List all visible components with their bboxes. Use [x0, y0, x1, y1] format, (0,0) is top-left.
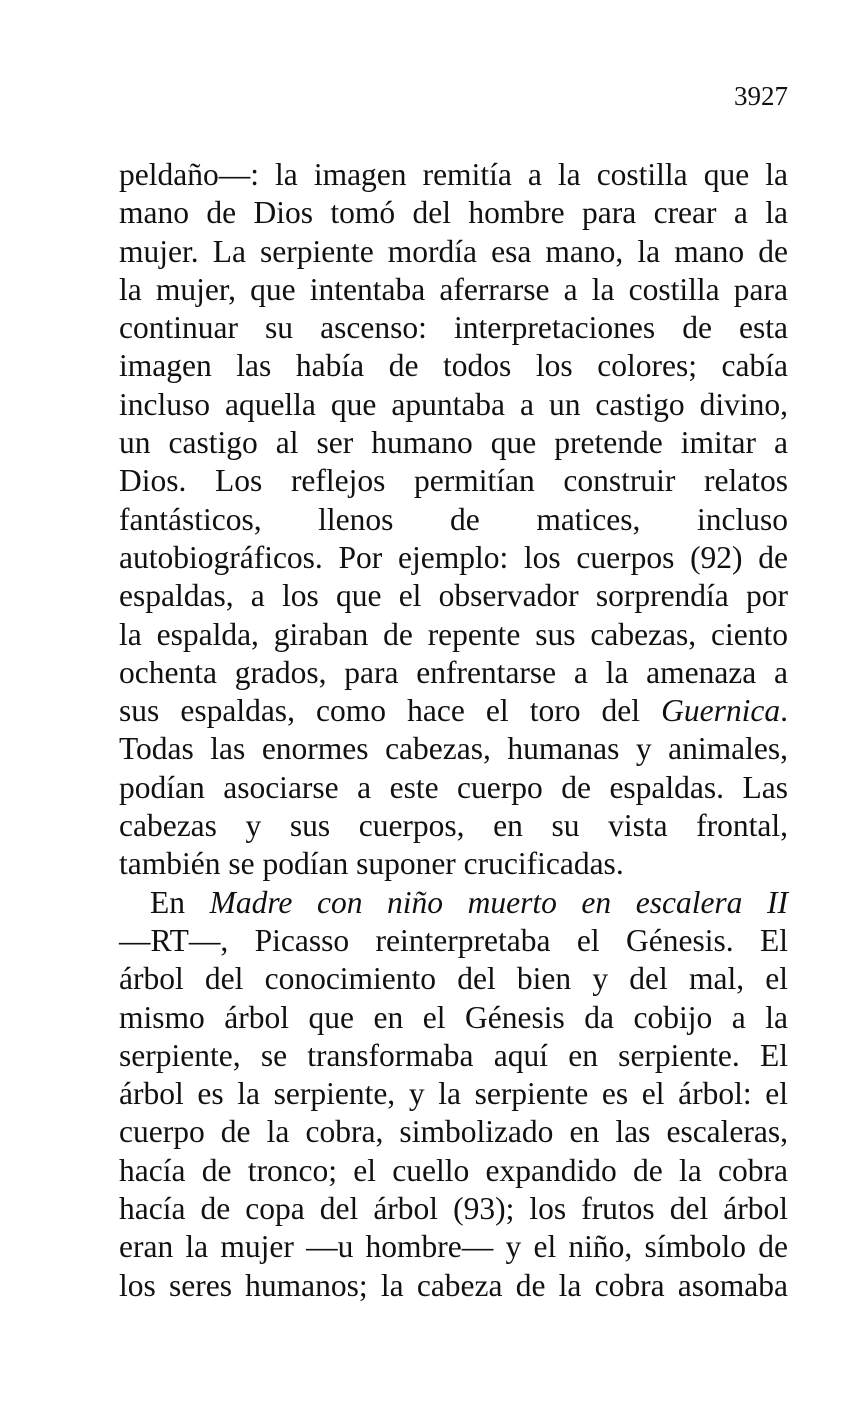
text-line: cabezas y sus cuerpos, en su vista frontal,	[119, 808, 788, 844]
paragraph	[119, 884, 788, 1305]
text-line: Todas las enormes cabezas, humanas y animales,	[119, 731, 788, 767]
text-line: fantásticos, llenos de matices, incluso	[119, 501, 788, 537]
text-line: árbol es la serpiente, y la serpiente es el árbol: el	[119, 1076, 788, 1112]
text-line: mismo árbol que en el Génesis da cobijo a la	[119, 999, 788, 1035]
text-segment: sus espaldas, como hace el toro del	[119, 693, 662, 729]
text-line: eran la mujer —u hombre— y el niño, símbolo de	[119, 1229, 788, 1265]
text-line: hacía de copa del árbol (93); los frutos del árbol	[119, 1191, 788, 1227]
text-line: imagen las había de todos los colores; cabía	[119, 348, 788, 384]
text-line: árbol del conocimiento del bien y del mal, el	[119, 961, 788, 997]
text-line: cuerpo de la cobra, simbolizado en las escaleras,	[119, 1114, 788, 1150]
text-line-with-italic	[119, 884, 788, 922]
text-line: la mujer, que intentaba aferrarse a la costilla para	[119, 271, 788, 307]
text-line: espaldas, a los que el observador sorprendía por	[119, 578, 788, 614]
paragraph	[119, 156, 788, 884]
artwork-title: Guernica	[661, 693, 781, 729]
text-segment: En	[150, 884, 210, 920]
text-line: también se podían suponer crucificadas.	[119, 846, 624, 882]
text-line: autobiográficos. Por ejemplo: los cuerpos (92) de	[119, 539, 788, 575]
text-line: podían asociarse a este cuerpo de espaldas. Las	[119, 769, 788, 805]
text-line: ochenta grados, para enfrentarse a la amenaza a	[119, 654, 788, 690]
text-line: serpiente, se transformaba aquí en serpiente. El	[119, 1037, 788, 1073]
text-line: la espalda, giraban de repente sus cabezas, ciento	[119, 616, 788, 652]
text-line: —RT—, Picasso reinterpretaba el Génesis. El	[119, 922, 788, 958]
text-line: mano de Dios tomó del hombre para crear a la	[119, 195, 788, 231]
text-line: hacía de tronco; el cuello expandido de la cobra	[119, 1152, 788, 1188]
body-text	[119, 156, 788, 1305]
page-number: 3927	[734, 81, 788, 111]
text-line: un castigo al ser humano que pretende imitar a	[119, 425, 788, 461]
text-line: Dios. Los reflejos permitían construir relatos	[119, 463, 788, 499]
text-line: mujer. La serpiente mordía esa mano, la mano de	[119, 233, 788, 269]
text-line: peldaño—: la imagen remitía a la costilla que la	[119, 157, 788, 192]
text-line-with-italic	[119, 692, 788, 730]
text-line: los seres humanos; la cabeza de la cobra asomaba	[119, 1267, 788, 1303]
text-line: incluso aquella que apuntaba a un castigo divino,	[119, 386, 788, 422]
text-line: continuar su ascenso: interpretaciones de esta	[119, 310, 788, 346]
text-segment: .	[780, 693, 788, 729]
artwork-title: Madre con niño muerto en escalera II	[209, 884, 788, 920]
